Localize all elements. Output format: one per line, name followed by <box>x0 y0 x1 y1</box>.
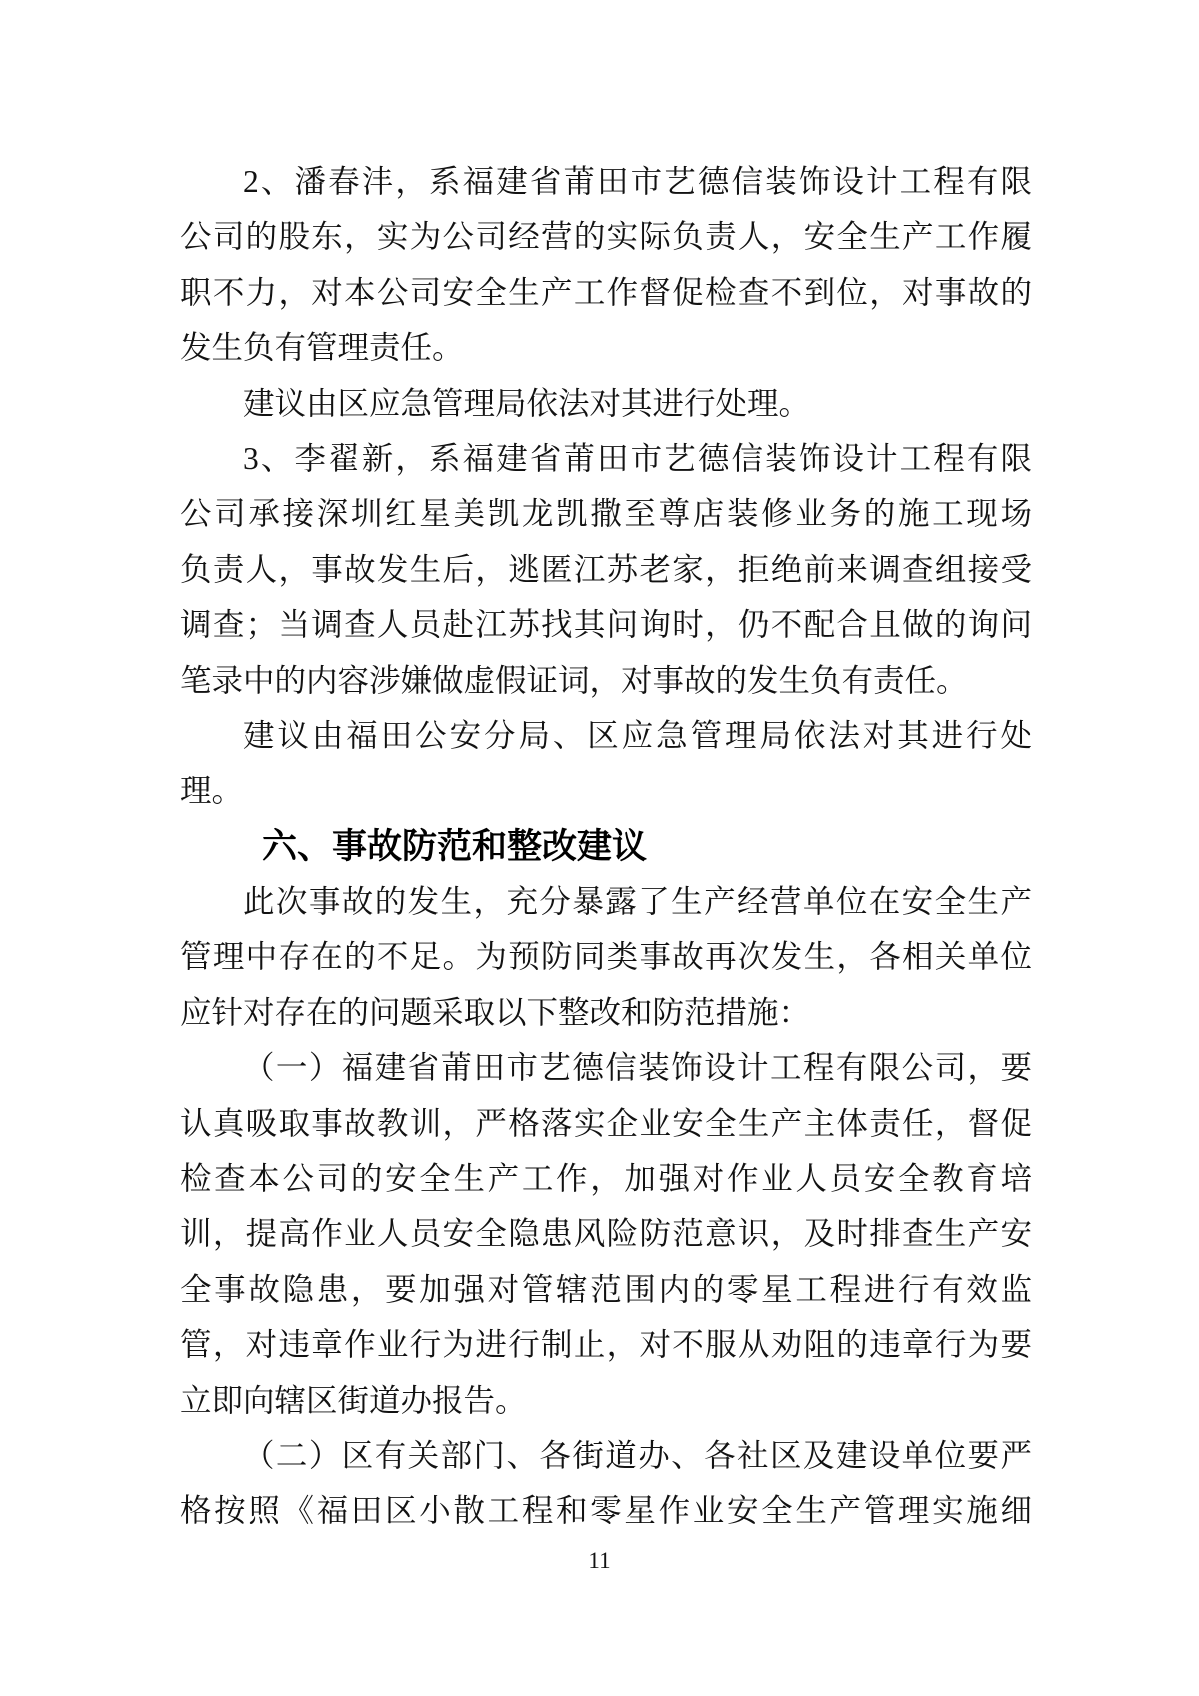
text-line: 建议由区应急管理局依法对其进行处理。 <box>243 385 811 421</box>
text-line: 职不力，对本公司安全生产工作督促检查不到位，对事故的 <box>180 274 1032 310</box>
text-line: 此次事故的发生，充分暴露了生产经营单位在安全生产 <box>243 884 1032 920</box>
text-line: 调查；当调查人员赴江苏找其问询时，仍不配合且做的询问 <box>180 607 1032 643</box>
text-line: 发生负有管理责任。 <box>180 330 464 366</box>
text-line: 认真吸取事故教训，严格落实企业安全生产主体责任，督促 <box>180 1105 1032 1141</box>
text-line: 应针对存在的问题采取以下整改和防范措施： <box>180 994 811 1030</box>
page-number: 11 <box>588 1548 611 1573</box>
text-line: 公司的股东，实为公司经营的实际负责人，安全生产工作履 <box>180 219 1032 255</box>
section-heading: 六、事故防范和整改建议 <box>262 826 648 866</box>
text-line: 立即向辖区街道办报告。 <box>180 1382 527 1418</box>
text-line: 格按照《福田区小散工程和零星作业安全生产管理实施细 <box>180 1493 1032 1529</box>
document-body <box>180 154 1032 1539</box>
text-line: 笔录中的内容涉嫌做虚假证词，对事故的发生负有责任。 <box>180 662 968 698</box>
text-line: 全事故隐患，要加强对管辖范围内的零星工程进行有效监 <box>180 1271 1032 1307</box>
text-line: 理。 <box>180 773 244 809</box>
text-line: 3、李翟新，系福建省莆田市艺德信装饰设计工程有限 <box>243 440 1032 476</box>
text-line: （一）福建省莆田市艺德信装饰设计工程有限公司，要 <box>243 1050 1032 1086</box>
text-line: 管理中存在的不足。为预防同类事故再次发生，各相关单位 <box>180 939 1032 975</box>
text-line: 管，对违章作业行为进行制止，对不服从劝阻的违章行为要 <box>180 1327 1032 1363</box>
text-line: 建议由福田公安分局、区应急管理局依法对其进行处 <box>243 717 1032 753</box>
text-line: 公司承接深圳红星美凯龙凯撒至尊店装修业务的施工现场 <box>180 496 1032 532</box>
text-line: （二）区有关部门、各街道办、各社区及建设单位要严 <box>243 1437 1032 1473</box>
text-line: 训，提高作业人员安全隐患风险防范意识，及时排查生产安 <box>180 1216 1032 1252</box>
text-line: 2、潘春沣，系福建省莆田市艺德信装饰设计工程有限 <box>243 164 1032 199</box>
text-line: 检查本公司的安全生产工作，加强对作业人员安全教育培 <box>180 1161 1032 1197</box>
text-line: 负责人，事故发生后，逃匿江苏老家，拒绝前来调查组接受 <box>180 551 1032 587</box>
